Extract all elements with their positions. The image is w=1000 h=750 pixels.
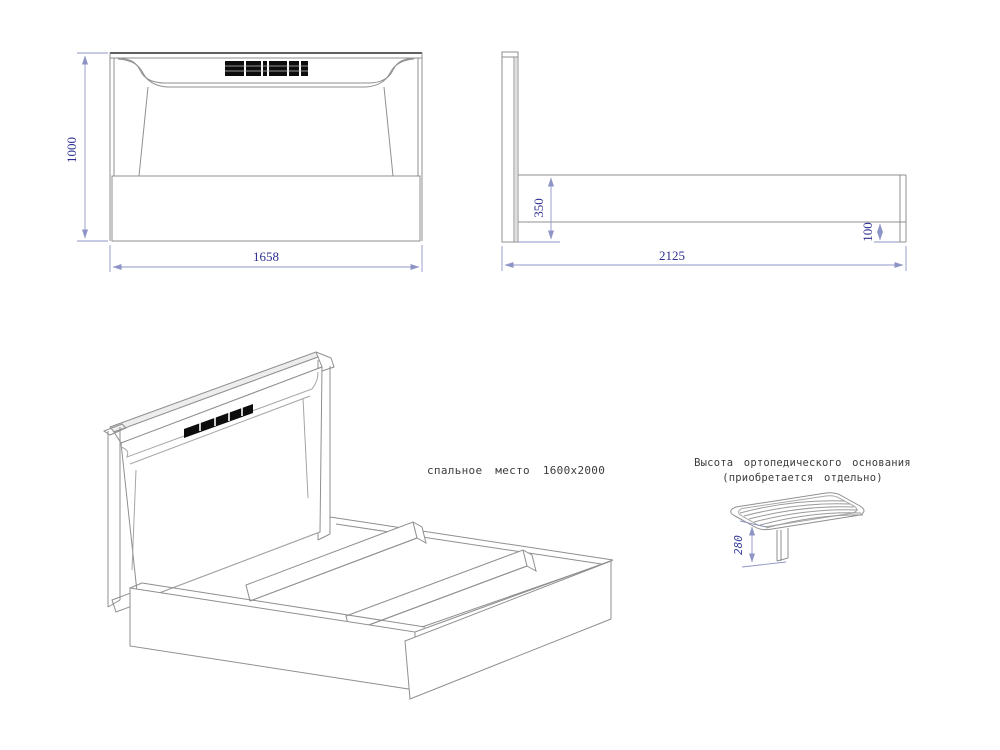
side-view-drawing	[502, 52, 906, 242]
sleeping-area-caption: спальное место 1600x2000	[427, 464, 606, 477]
side-view-dimensions	[502, 178, 906, 271]
slat-base-drawing	[731, 493, 864, 561]
side-rail-height-dim-label: 350	[531, 198, 546, 218]
front-width-dim-label: 1658	[253, 249, 279, 264]
headboard-decor-strip-front	[225, 61, 308, 76]
orthopedic-base-caption-line2: (приобретается отдельно)	[722, 472, 883, 484]
side-clearance-dim-label: 100	[860, 222, 875, 242]
orthopedic-base-caption-line1: Высота ортопедического основания	[694, 457, 911, 469]
front-view-drawing	[110, 53, 422, 241]
front-height-dim-label: 1000	[64, 137, 79, 163]
orthopedic-base-caption	[670, 456, 935, 486]
front-view-dimensions	[77, 53, 422, 272]
side-length-dim-label: 2125	[659, 248, 685, 263]
isometric-view-drawing	[104, 352, 613, 699]
slat-base-height-dim-label: 280	[732, 535, 745, 555]
